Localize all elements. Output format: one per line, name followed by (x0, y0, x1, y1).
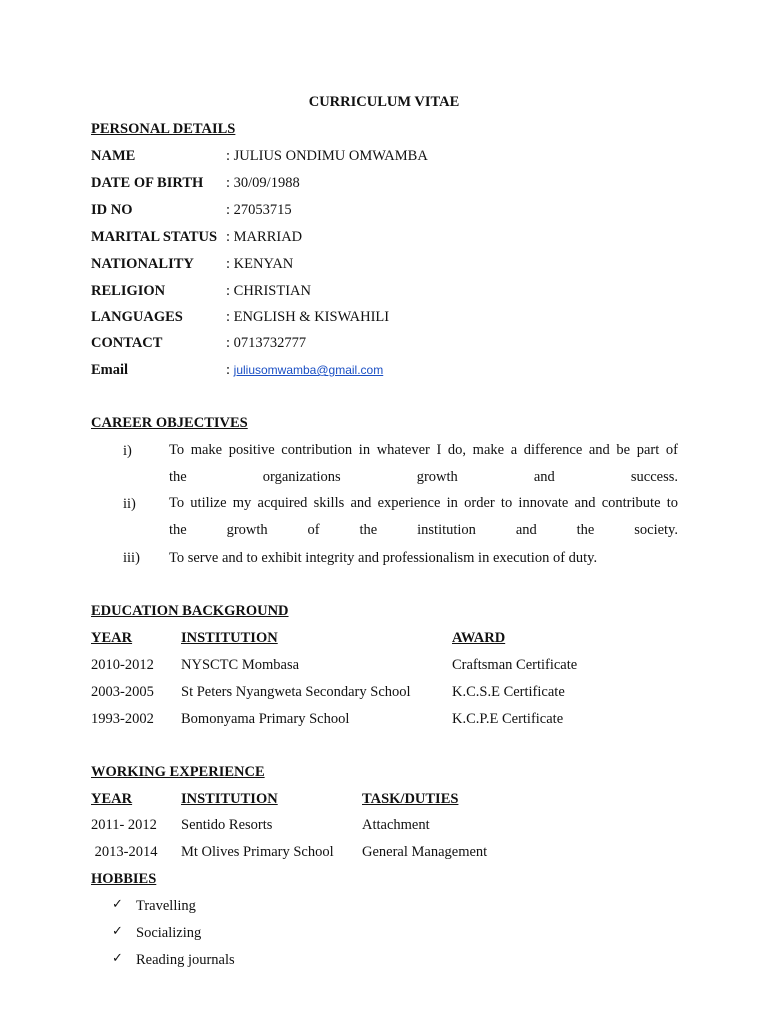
check-icon: ✓ (112, 951, 123, 966)
education-cell: 2003-2005 (91, 684, 154, 700)
email-link[interactable]: juliusomwamba@gmail.com (233, 363, 384, 377)
education-cell: Craftsman Certificate (452, 657, 578, 673)
education-cell: K.C.P.E Certificate (452, 711, 564, 727)
religion-label: RELIGION (91, 283, 166, 299)
dob-label: DATE OF BIRTH (91, 175, 204, 191)
languages-label: LANGUAGES (91, 309, 183, 325)
id-label: ID NO (91, 202, 133, 218)
marital-status-label: MARITAL STATUS (91, 229, 218, 245)
education-col-award: AWARD (452, 630, 506, 646)
objective-line: To make positive contribution in whatever I do, make a difference and be part of (169, 442, 678, 458)
work-col-year: YEAR (91, 791, 133, 807)
objective-text (169, 490, 678, 544)
objective-line: To utilize my acquired skills and experience in order to innovate and contribute to (169, 495, 678, 511)
work-experience-heading: WORKING EXPERIENCE (91, 764, 265, 780)
education-cell: 1993-2002 (91, 711, 154, 727)
work-cell: 2011- 2012 (91, 817, 157, 833)
email-colon: : (226, 362, 231, 378)
education-cell: Bomonyama Primary School (181, 711, 350, 727)
education-col-institution: INSTITUTION (181, 630, 278, 646)
work-cell: Attachment (362, 817, 430, 833)
career-objectives-heading: CAREER OBJECTIVES (91, 415, 248, 431)
name-value: : JULIUS ONDIMU OMWAMBA (226, 148, 428, 164)
education-col-year: YEAR (91, 630, 133, 646)
education-cell: 2010-2012 (91, 657, 154, 673)
education-cell: St Peters Nyangweta Secondary School (181, 684, 411, 700)
education-cell: NYSCTC Mombasa (181, 657, 300, 673)
objective-number: iii) (123, 550, 140, 566)
education-heading: EDUCATION BACKGROUND (91, 603, 289, 619)
nationality-label: NATIONALITY (91, 256, 194, 272)
check-icon: ✓ (112, 924, 123, 939)
work-cell: Mt Olives Primary School (181, 844, 334, 860)
nationality-value: : KENYAN (226, 256, 294, 272)
work-col-duties: TASK/DUTIES (362, 791, 459, 807)
id-value: : 27053715 (226, 202, 292, 218)
name-label: NAME (91, 148, 136, 164)
work-col-institution: INSTITUTION (181, 791, 278, 807)
hobbies-heading: HOBBIES (91, 871, 157, 887)
objective-line: the organizations growth and success. (169, 469, 678, 485)
contact-label: CONTACT (91, 335, 163, 351)
personal-details-heading: PERSONAL DETAILS (91, 121, 236, 137)
email-row (226, 362, 383, 379)
work-cell: Sentido Resorts (181, 817, 273, 833)
languages-value: : ENGLISH & KISWAHILI (226, 309, 390, 325)
objective-text: To serve and to exhibit integrity and professionalism in execution of duty. (169, 550, 598, 566)
marital-status-value: : MARRIAD (226, 229, 303, 245)
objective-text (169, 437, 678, 491)
objective-line: the growth of the institution and the society. (169, 522, 678, 538)
document-title: CURRICULUM VITAE (308, 94, 460, 110)
education-cell: K.C.S.E Certificate (452, 684, 565, 700)
hobby-item: Travelling (136, 898, 196, 914)
contact-value: : 0713732777 (226, 335, 307, 351)
work-cell: 2013-2014 (91, 844, 158, 860)
religion-value: : CHRISTIAN (226, 283, 311, 299)
check-icon: ✓ (112, 897, 123, 912)
work-cell: General Management (362, 844, 488, 860)
dob-value: : 30/09/1988 (226, 175, 300, 191)
objective-number: ii) (123, 496, 136, 512)
objective-number: i) (123, 443, 132, 459)
hobby-item: Reading journals (136, 952, 235, 968)
email-label: Email (91, 362, 129, 378)
hobby-item: Socializing (136, 925, 202, 941)
